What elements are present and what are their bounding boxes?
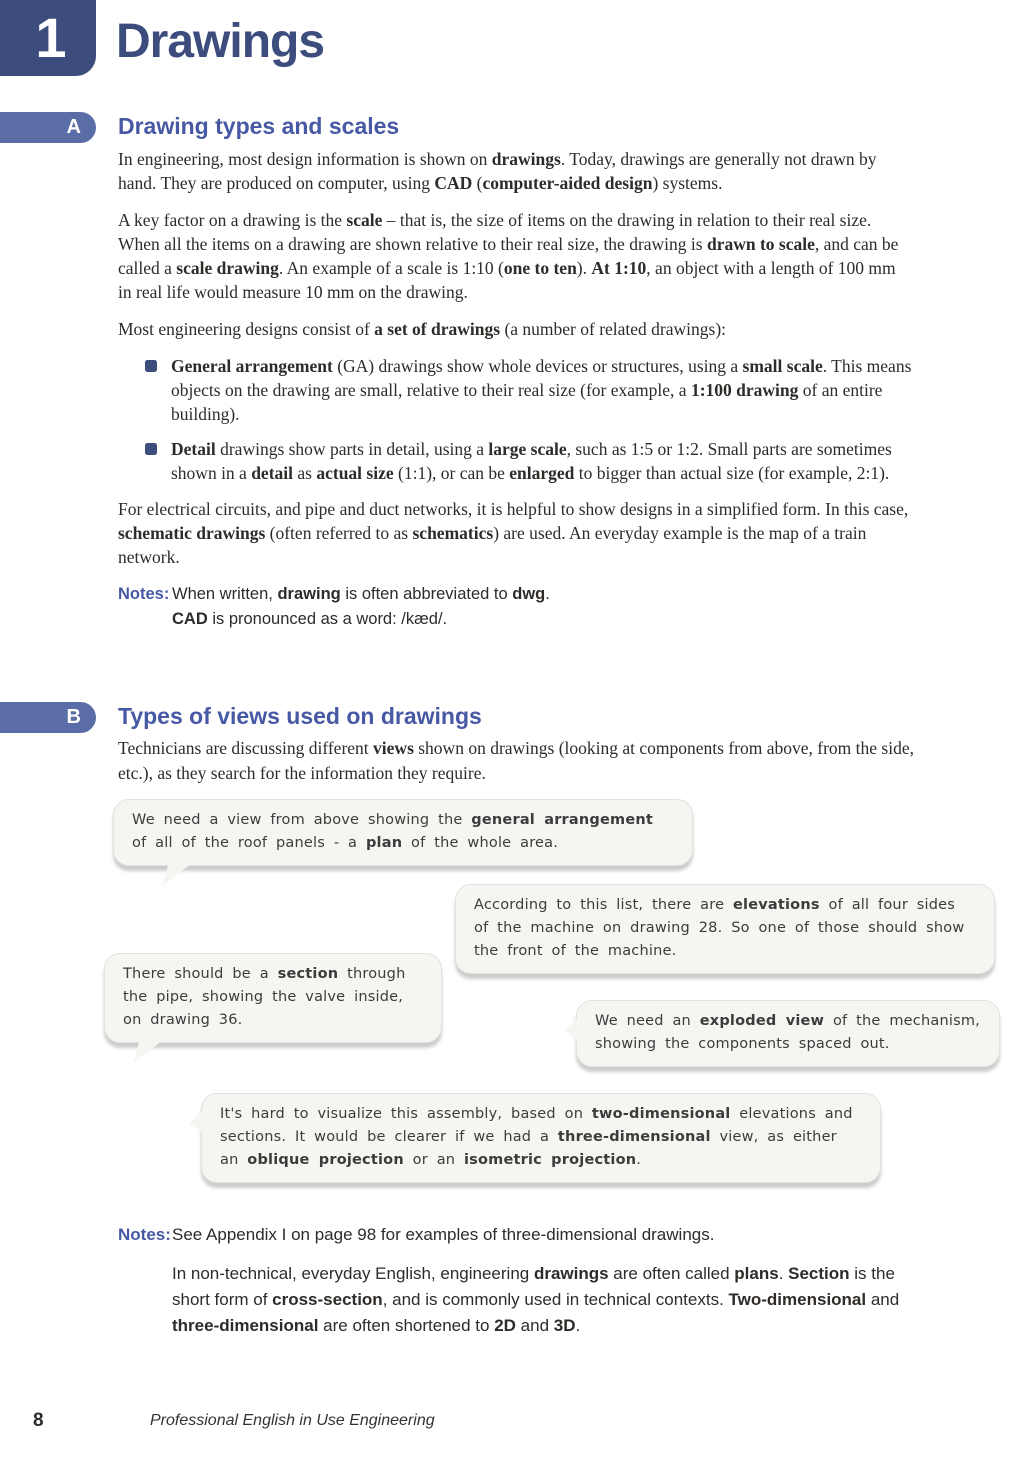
unit-title: Drawings [116, 15, 325, 68]
note-line-appendix: See Appendix I on page 98 for examples of three-dimensional drawings. [172, 1225, 715, 1244]
speech-bubble-tail [189, 1110, 204, 1134]
speech-bubble-text: We need a view from above showing the general arrangement of all of the roof panels - a plan of the whole area. [132, 812, 654, 851]
speech-bubble-tail [133, 1041, 169, 1063]
paragraph-drawings-cad: In engineering, most design information is shown on drawings. Today, drawings are generally not drawn by hand. They are produced on computer, using CAD (computer-aided design) systems. [118, 149, 877, 193]
section-b-notes [118, 1222, 918, 1339]
note-paragraph-terms: In non-technical, everyday English, engineering drawings are often called plans. Section is the short form of cross-section, and is commonly used in technical contexts. Two-dimensional and three-dimensional are often shortened to 2D and 3D. [172, 1264, 900, 1335]
note-line-cad: CAD is pronounced as a word: /kæd/. [172, 610, 448, 628]
bullet-item-general-arrangement [145, 354, 913, 426]
section-b-badge [0, 702, 96, 733]
unit-number: 1 [35, 6, 67, 69]
speech-bubble-tail [162, 864, 198, 886]
bullet-list [118, 354, 913, 485]
page-number: 8 [33, 1410, 44, 1431]
section-a-badge-letter: A [66, 116, 81, 138]
section-a-notes [118, 582, 913, 632]
bullet-text: Detail drawings show parts in detail, using a large scale, such as 1:5 or 1:2. Small parts are sometimes shown in a detail as actual size (1:1), or can be enlarged to bigger than actual size (for example, 2:1). [171, 439, 892, 483]
speech-bubble-projections [201, 1093, 881, 1183]
speech-bubble-elevations [455, 884, 995, 974]
speech-bubble-text: There should be a section through the pipe, showing the valve inside, on drawing 36. [123, 966, 406, 1028]
section-a-body [118, 147, 913, 632]
speech-bubble-section [104, 953, 442, 1043]
notes-label: Notes: [118, 585, 170, 603]
unit-number-box [0, 0, 96, 76]
bullet-text: General arrangement (GA) drawings show whole devices or structures, using a small scale. This means objects on the drawing are small, relative to their real size (for example, a 1:100 drawing of an entire building). [171, 356, 912, 424]
speech-bubble-plan [113, 799, 693, 866]
bullet-item-detail [145, 437, 913, 485]
section-a-badge [0, 112, 96, 143]
speech-bubble-text: It's hard to visualize this assembly, based on two-dimensional elevations and sections. It would be clearer if we had a three-dimensional view, as either an oblique projection or an isometric projection. [220, 1106, 853, 1168]
paragraph-schematics: For electrical circuits, and pipe and duct networks, it is helpful to show designs in a simplified form. In this case, schematic drawings (often referred to as schematics) are used. An everyday example is the map of a train network. [118, 499, 909, 567]
notes-lines [172, 1222, 918, 1339]
speech-bubble-text: According to this list, there are elevations of all four sides of the machine on drawing 28. So one of those should show the front of the machine. [474, 897, 965, 959]
section-b-intro: Technicians are discussing different views shown on drawings (looking at components from above, from the side, etc.), as they search for the information they require. [118, 738, 914, 783]
bullet-square-icon [145, 360, 157, 372]
section-b-heading: Types of views used on drawings [118, 703, 482, 729]
bullet-square-icon [145, 443, 157, 455]
speech-bubble-text: We need an exploded view of the mechanism, showing the components spaced out. [595, 1013, 980, 1052]
section-a-heading: Drawing types and scales [118, 113, 400, 139]
notes-lines [172, 582, 550, 632]
section-b-badge-letter: B [66, 706, 81, 728]
paragraph-scale: A key factor on a drawing is the scale – that is, the size of items on the drawing in relation to their real size. When all the items on a drawing are shown relative to their real size, the drawing is drawn to scale, and can be called a scale drawing. An example of a scale is 1:10 (one to ten). At 1:10, an object with a length of 100 mm in real life would measure 10 mm on the drawing. [118, 210, 899, 302]
speech-bubble-exploded-view [576, 1000, 1000, 1067]
book-title: Professional English in Use Engineering [150, 1412, 435, 1429]
notes-label: Notes: [118, 1225, 171, 1244]
paragraph-set-of-drawings: Most engineering designs consist of a set of drawings (a number of related drawings): [118, 319, 727, 339]
speech-bubble-tail [564, 1017, 579, 1041]
note-line-dwg: When written, drawing is often abbreviated to dwg. [172, 585, 550, 603]
